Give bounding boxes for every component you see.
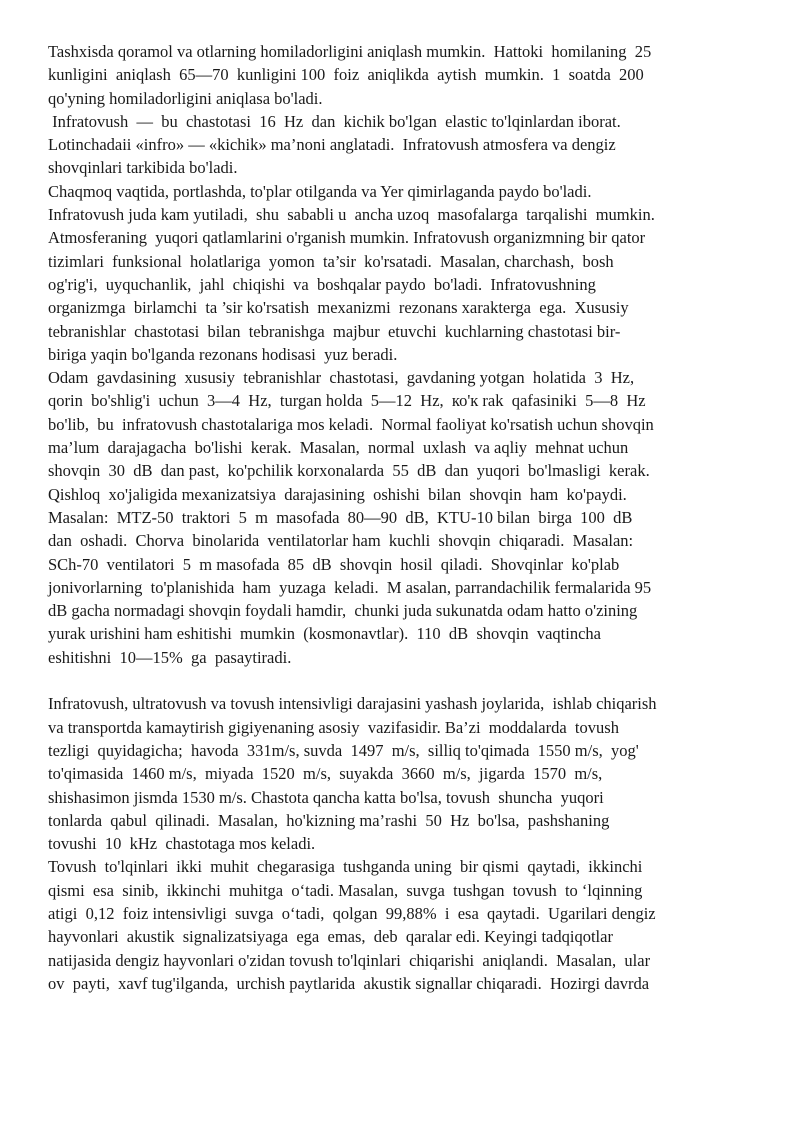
text-line: tizimlari funksional holatlariga yomon ta’sir ko'rsatadi. Masalan, charchash, bosh [48, 251, 614, 271]
text-line: tonlarda qabul qilinadi. Masalan, ho'kizning ma’rashi 50 Hz bo'lsa, pashshaning [48, 810, 610, 830]
text-line: Infratovush juda kam yutiladi, shu sababli u ancha uzoq masofalarga tarqalishi mumkin. [48, 205, 655, 225]
text-line: dB gacha normadagi shovqin foydali hamdir, chunki juda sukunatda odam hatto o'zining [48, 601, 638, 621]
text-line: Qishloq xo'jaligida mexanizatsiya darajasining oshishi bilan shovqin ham ko'paydi. [48, 484, 627, 504]
text-line: shovqin 30 dB dan past, ko'pchilik korxonalarda 55 dB dan yuqori bo'lmasligi kerak. [48, 461, 650, 481]
text-line: to'qimasida 1460 m/s, miyada 1520 m/s, suyakda 3660 m/s, jigarda 1570 m/s, [48, 764, 603, 784]
text-line: tovushi 10 kHz chastotaga mos keladi. [48, 834, 316, 854]
text-line: eshitishni 10—15% ga pasaytiradi. [48, 647, 292, 667]
text-line: Infratovush, ultratovush va tovush intensivligi darajasini yashash joylarida, ishlab chiqarish [48, 694, 657, 714]
text-line: tebranishlar chastotasi bilan tebranishga majbur etuvchi kuchlarning chastotasi bir- [48, 321, 621, 341]
paragraph-gap [48, 669, 748, 692]
text-line: tezligi quyidagicha; havoda 331m/s, suvda 1497 m/s, silliq to'qimada 1550 m/s, yog' [48, 740, 639, 760]
text-line: shovqinlari tarkibida bo'ladi. [48, 158, 238, 178]
text-line: Tovush to'lqinlari ikki muhit chegarasiga tushganda uning bir qismi qaytadi, ikkinchi [48, 857, 643, 877]
text-line: Atmosferaning yuqori qatlamlarini o'rganish mumkin. Infratovush organizmning bir qator [48, 228, 646, 248]
text-line: Odam gavdasining xususiy tebranishlar chastotasi, gavdaning yotgan holatida 3 Hz, [48, 368, 635, 388]
text-line: atigi 0,12 foiz intensivligi suvga o‘tadi, qolgan 99,88% i esa qaytadi. Ugarilari dengiz [48, 903, 656, 923]
text-line: biriga yaqin bo'lganda rezonans hodisasi yuz beradi. [48, 344, 398, 364]
text-line: va transportda kamaytirish gigiyenaning asosiy vazifasidir. Ba’zi moddalarda tovush [48, 717, 619, 737]
text-line: hayvonlari akustik signalizatsiyaga ega emas, deb qaralar edi. Keyingi tadqiqotlar [48, 927, 613, 947]
text-line: organizmga birlamchi ta ’sir ko'rsatish mexanizmi rezonans xarakterga ega. Xususiy [48, 298, 629, 318]
text-line: Tashxisda qoramol va otlarning homiladorligini aniqlash mumkin. Hattoki homilaning 25 [48, 42, 652, 61]
text-line: bo'lib, bu infratovush chastotalariga mos keladi. Normal faoliyat ko'rsatish uchun shovqin [48, 414, 654, 434]
text-line: og'rig'i, uyquchanlik, jahl chiqishi va boshqalar paydo bo'ladi. Infratovushning [48, 274, 596, 294]
text-line: kunligini aniqlash 65—70 kunligini 100 foiz aniqlikda aytish mumkin. 1 soatda 200 [48, 65, 644, 85]
document-body [48, 40, 748, 995]
text-line: qorin bo'shlig'i uchun 3—4 Hz, turgan holda 5—12 Hz, ко'к rak qafasiniki 5—8 Hz [48, 391, 646, 411]
text-line: shishasimon jismda 1530 m/s. Chastota qancha katta bo'lsa, tovush shuncha yuqori [48, 787, 604, 807]
text-line: Lotinchadaii «infro» — «kichik» ma’noni anglatadi. Infratovush atmosfera va dengiz [48, 135, 616, 155]
text-line: ma’lum darajagacha bo'lishi kerak. Masalan, normal uxlash va aqliy mehnat uchun [48, 438, 629, 458]
text-line: Masalan: MTZ-50 traktori 5 m masofada 80—90 dB, KTU-10 bilan birga 100 dB [48, 507, 633, 527]
text-line: qismi esa sinib, ikkinchi muhitga o‘tadi. Masalan, suvga tushgan tovush to ‘lqinning [48, 880, 643, 900]
text-line: dan oshadi. Chorva binolarida ventilatorlar ham kuchli shovqin chiqaradi. Masalan: [48, 531, 634, 551]
text-line: ov payti, xavf tug'ilganda, urchish paytlarida akustik signallar chiqaradi. Hozirgi davrda [48, 973, 650, 993]
text-line: yurak urishini ham eshitishi mumkin (kosmonavtlar). 110 dB shovqin vaqtincha [48, 624, 601, 644]
text-line: Infratovush — bu chastotasi 16 Hz dan kichik bo'lgan elastic to'lqinlardan iborat. [48, 111, 621, 131]
text-line: SCh-70 ventilatori 5 m masofada 85 dB shovqin hosil qiladi. Shovqinlar ko'plab [48, 554, 620, 574]
text-line: Chaqmoq vaqtida, portlashda, to'plar otilganda va Yer qimirlaganda paydo bo'ladi. [48, 181, 592, 201]
text-line: natijasida dengiz hayvonlari o'zidan tovush to'lqinlari chiqarishi aniqlandi. Masalan, ular [48, 950, 651, 970]
text-line: jonivorlarning to'planishida ham yuzaga keladi. M asalan, parrandachilik fermalarida 95 [48, 577, 652, 597]
text-line: qo'yning homiladorligini aniqlasa bo'ladi. [48, 88, 323, 108]
